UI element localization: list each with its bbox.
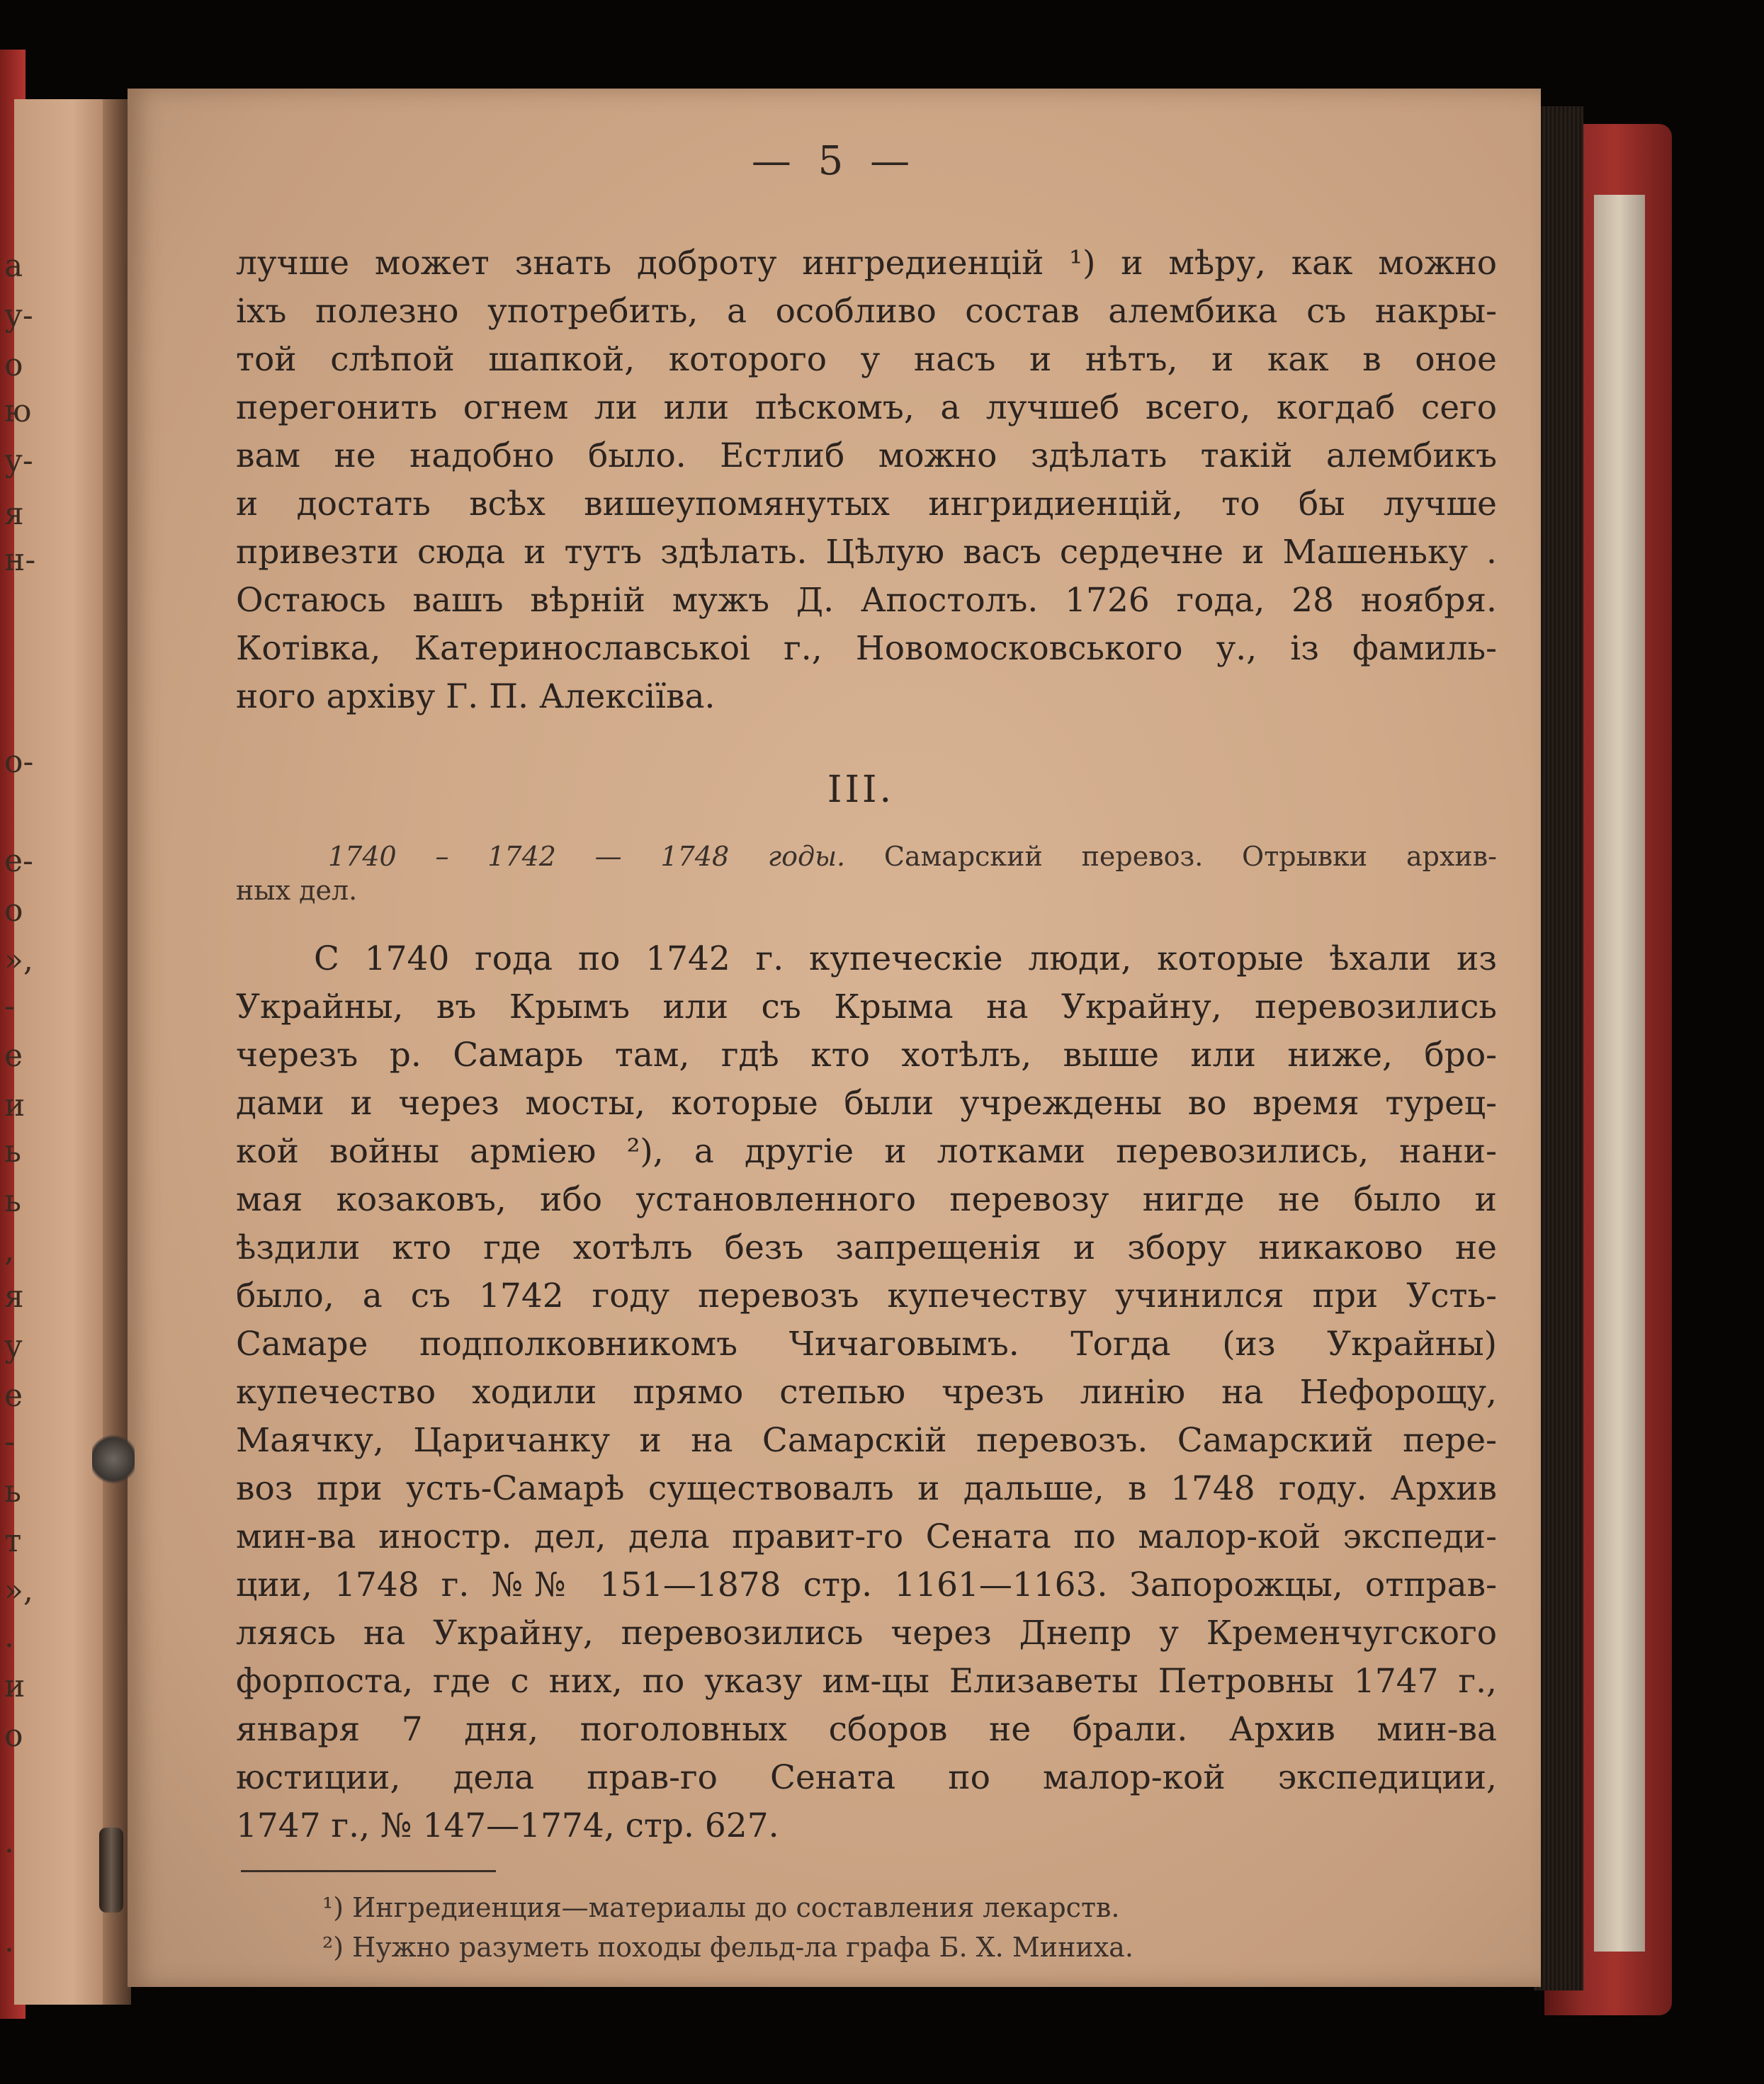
text-line: кой войны арміею ²), а другіе и лотками перевозились, нани- [236, 1132, 1497, 1171]
subtitle-line-1 [236, 839, 1497, 873]
text-line: января 7 дня, поголовных сборов не брали. Архив мин-ва [236, 1710, 1497, 1749]
previous-page-fragment: у [4, 1328, 23, 1364]
text-line: вам не надобно было. Естлиб можно здѣлать такій алембикъ [236, 436, 1497, 475]
paragraph-samara-ferry [236, 935, 1497, 1850]
text-line: было, а съ 1742 году перевозъ купечеству учинился при Усть- [236, 1276, 1497, 1315]
text-line: перегонить огнем ли или пѣскомъ, а лучшеб всего, когдаб сего [236, 388, 1497, 427]
text-line: Маячку, Царичанку и на Самарскій перевозъ. Самарский пере- [236, 1421, 1497, 1460]
previous-page-fragment: », [4, 1573, 33, 1609]
paragraph-letter-ending [236, 239, 1497, 721]
text-line: дами и через мосты, которые были учреждены во время турец- [236, 1084, 1497, 1123]
previous-page-fragment: ь [4, 1133, 21, 1170]
previous-page-fragment: у- [4, 443, 33, 479]
page-number: — 5 — [751, 138, 917, 184]
footnote: ²) Нужно разуметь походы фельд-ла графа Б. Х. Миниха. [322, 1932, 1133, 1963]
text-line: Самаре подполковникомъ Чичаговымъ. Тогда (из Украйны) [236, 1325, 1497, 1364]
previous-page-fragment: е- [4, 843, 33, 879]
text-line: С 1740 года по 1742 г. купеческіе люди, которые ѣхали из [314, 939, 1497, 978]
text-line: юстиции, дела прав-го Сената по малор-кой экспедиции, [236, 1758, 1497, 1797]
previous-page-fragment: я [4, 1279, 24, 1315]
section-heading: III. [827, 769, 895, 811]
text-line: ляясь на Украйну, перевозились через Днепр у Кременчугского [236, 1614, 1497, 1653]
previous-page-fragment: а [4, 248, 23, 284]
text-line: мин-ва иностр. дел, дела правит-го Сената по малор-кой экспеди- [236, 1517, 1497, 1556]
footnote-divider [241, 1870, 496, 1872]
text-line: мая козаковъ, ибо установленного перевозу нигде не было и [236, 1180, 1497, 1219]
text-line: привезти сюда и тутъ здѣлать. Цѣлую васъ сердечне и Машеньку . [236, 533, 1497, 572]
previous-page-fragment: ь [4, 1473, 21, 1510]
subtitle-line-2: ных дел. [236, 875, 358, 906]
previous-page-fragment: . [4, 1923, 14, 1959]
page-block-edge [1594, 195, 1645, 1952]
previous-page-fragment: е [4, 1378, 23, 1414]
previous-page-fragment: и [4, 1087, 26, 1123]
text-line: 1747 г., № 147—1774, стр. 627. [236, 1806, 779, 1845]
text-line: ции, 1748 г. №№ 151—1878 стр. 1161—1163. Запорожцы, отправ- [236, 1565, 1497, 1604]
text-line: Украйны, въ Крымъ или съ Крыма на Украйну, перевозились [236, 987, 1497, 1026]
previous-page-fragment: и [4, 1668, 26, 1704]
previous-page-fragment: - [4, 1424, 15, 1460]
previous-page-fragment: о [4, 893, 23, 929]
footnotes [322, 1888, 1456, 1967]
text-line: купечество ходили прямо степью чрезъ линію на Нефорощу, [236, 1373, 1497, 1412]
previous-page-fragment: о- [4, 744, 34, 780]
previous-page-fragment: . [4, 1619, 14, 1655]
text-line: форпоста, где с них, по указу им-цы Елизаветы Петровны 1747 г., [236, 1662, 1497, 1701]
text-line: черезъ р. Самарь там, гдѣ кто хотѣлъ, выше или ниже, бро- [236, 1036, 1497, 1075]
previous-page-fragment: », [4, 942, 33, 978]
previous-page-fragment: . [4, 1824, 14, 1860]
page-stack-edge [1534, 106, 1583, 1990]
text-line: Остаюсь вашъ вѣрній мужъ Д. Апостолъ. 1726 года, 28 ноября. [236, 581, 1497, 620]
previous-page-fragment: ь [4, 1183, 21, 1219]
previous-page-fragment: н- [4, 542, 36, 578]
previous-page-fragment: у- [4, 298, 33, 334]
text-line: и достать всѣх вишеупомянутых ингридиенцій, то бы лучше [236, 485, 1497, 523]
text-line: ного архіву Г. П. Алексіїва. [236, 677, 716, 716]
book-gutter [103, 99, 131, 2005]
previous-page-fragment: о [4, 347, 23, 383]
previous-page-fragment: е [4, 1038, 23, 1074]
binding-thread-mark [92, 1431, 135, 1488]
text-line: ѣздили кто где хотѣлъ безъ запрещенія и збору никаково не [236, 1228, 1497, 1267]
section-subtitle [236, 839, 1497, 907]
previous-page-fragment: о [4, 1718, 23, 1754]
previous-page-fragment: т [4, 1523, 22, 1559]
previous-page-fragment: , [4, 1233, 14, 1269]
previous-page-fragment: ю [4, 393, 32, 429]
subtitle-description: Самарский перевоз. Отрывки архив- [883, 841, 1497, 872]
text-line: іхъ полезно употребить, а особливо состав алембика съ накры- [236, 292, 1497, 331]
binding-thread-mark [99, 1828, 123, 1913]
text-line: лучше может знать доброту ингредиенцій ¹) и мѣру, как можно [236, 244, 1497, 283]
previous-page-fragment: я [4, 496, 24, 532]
footnote: ¹) Ингредиенция—материалы до составления лекарств. [322, 1892, 1120, 1923]
previous-page-fragment: - [4, 988, 15, 1024]
subtitle-years: 1740 – 1742 — 1748 годы. [328, 841, 846, 872]
text-line: той слѣпой шапкой, которого у насъ и нѣтъ, и как в оное [236, 340, 1497, 379]
text-line: Котівка, Катеринославськоі г., Новомосковського у., із фамиль- [236, 629, 1497, 668]
text-line: воз при усть-Самарѣ существовалъ и дальше, в 1748 году. Архив [236, 1469, 1497, 1508]
